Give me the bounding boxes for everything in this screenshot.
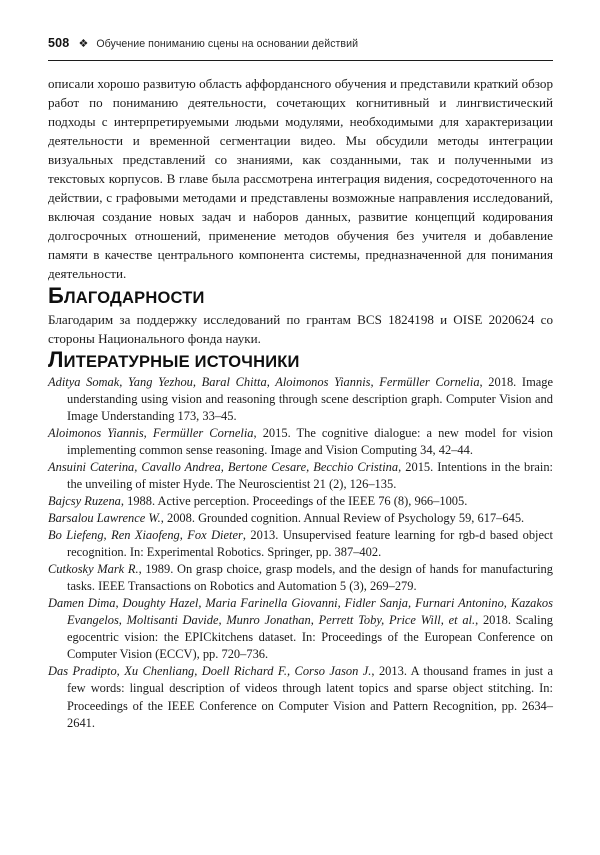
- diamond-ornament-icon: ❖: [78, 37, 89, 50]
- reference-details: , 2013. Unsupervised feature learning for rgb-d based object recognition. In: Experimental Robotics. Springer, pp. 387–402.: [67, 528, 553, 560]
- reference-entry: [48, 595, 553, 663]
- reference-details: , 2008. Grounded cognition. Annual Review of Psychology 59, 617–645.: [160, 510, 525, 525]
- reference-entry: [48, 663, 553, 731]
- reference-entry: [48, 459, 553, 493]
- reference-details: , 2018. Scaling egocentric vision: the EPICkitchens dataset. In: Proceedings of the European Conference on Computer Vision (ECCV), pp. 720–736.: [67, 613, 554, 662]
- reference-entry: [48, 510, 553, 527]
- reference-details: , 2015. The cognitive dialogue: a new model for vision implementing common sense reasoning. Image and Vision Computing 34, 42–44.: [67, 425, 553, 457]
- header-rule: [48, 60, 553, 61]
- reference-details: , 2015. Intentions in the brain: the unveiling of mister Hyde. The Neuroscientist 21 (2), 126–135.: [67, 459, 554, 491]
- continued-paragraph: описали хорошо развитую область аффордансного обучения и представили краткий обзор работ по пониманию деятельности, сочетающих когнитивный и лингвистический подходы с интерпретируемыми людьми модулями, необходимыми для характеризации деятельности и временной сегментации видео. Мы обсудили методы интеграции визуальных представлений со знаниями, как созданными, так и полученными из текстовых корпусов. В главе была рассмотрена интеграция видения, сосредоточенного на действии, с графовыми методами и представлены возможные направления исследований, включая создание новых задач и наборов данных, развитие концепций кодирования долгосрочных отношений, применение методов обучения без учителя и добавление памяти в качестве центрального компонента системы, предназначенной для понимания деятельности.: [48, 76, 553, 282]
- page-number: 508: [48, 36, 70, 50]
- reference-entry: [48, 425, 553, 459]
- reference-authors: Das Pradipto, Xu Chenliang, Doell Richard F., Corso Jason J.: [48, 664, 372, 679]
- reference-authors: Ansuini Caterina, Cavallo Andrea, Bertone Cesare, Becchio Cristina: [48, 459, 399, 474]
- reference-authors: Damen Dima, Doughty Hazel, Maria Farinella Giovanni, Fidler Sanja, Furnari Antonino, Kazakos Evangelos, Moltisanti Davide, Munro Jonathan, Perrett Toby, Price Will, et al.: [48, 596, 553, 628]
- reference-authors: Barsalou Lawrence W.: [48, 510, 161, 525]
- reference-authors: Aloimonos Yiannis, Fermüller Cornelia: [48, 425, 254, 440]
- reference-authors: Cutkosky Mark R.: [48, 562, 139, 577]
- reference-authors: Bajcsy Ruzena: [48, 493, 121, 508]
- running-header: [48, 36, 553, 50]
- running-header-title: Обучение пониманию сцены на основании действий: [96, 38, 359, 50]
- reference-details: , 2018. Image understanding using vision and reasoning through scene description graph. Computer Vision and Image Understanding 173, 33–45.: [67, 374, 554, 423]
- references-heading: ЛИТЕРАТУРНЫЕ ИСТОЧНИКИ: [48, 346, 300, 372]
- text-column: [48, 74, 553, 732]
- reference-authors: Aditya Somak, Yang Yezhou, Baral Chitta, Aloimonos Yiannis, Fermüller Cornelia: [48, 374, 480, 389]
- reference-details: , 1989. On grasp choice, grasp models, and the design of hands for manufacturing tasks. IEEE Transactions on Robotics and Automation 5 (3), 269–279.: [67, 562, 553, 594]
- acknowledgments-paragraph: Благодарим за поддержку исследований по грантам BCS 1824198 и OISE 2020624 со стороны Национального фонда науки.: [48, 311, 553, 346]
- reference-entry: [48, 493, 553, 510]
- reference-details: , 2013. A thousand frames in just a few words: lingual description of videos through latent topics and sparse object stitching. In: Proceedings of the IEEE Conference on Computer Vision and Pattern Recognition, pp. 2634–2641.: [67, 664, 553, 730]
- acknowledgments-heading: БЛАГОДАРНОСТИ: [48, 282, 205, 308]
- reference-entry: [48, 561, 553, 595]
- reference-entry: [48, 374, 553, 425]
- reference-authors: Bo Liefeng, Ren Xiaofeng, Fox Dieter: [48, 528, 243, 543]
- reference-list: [48, 374, 553, 732]
- reference-details: , 1988. Active perception. Proceedings of the IEEE 76 (8), 966–1005.: [120, 493, 468, 508]
- reference-entry: [48, 527, 553, 561]
